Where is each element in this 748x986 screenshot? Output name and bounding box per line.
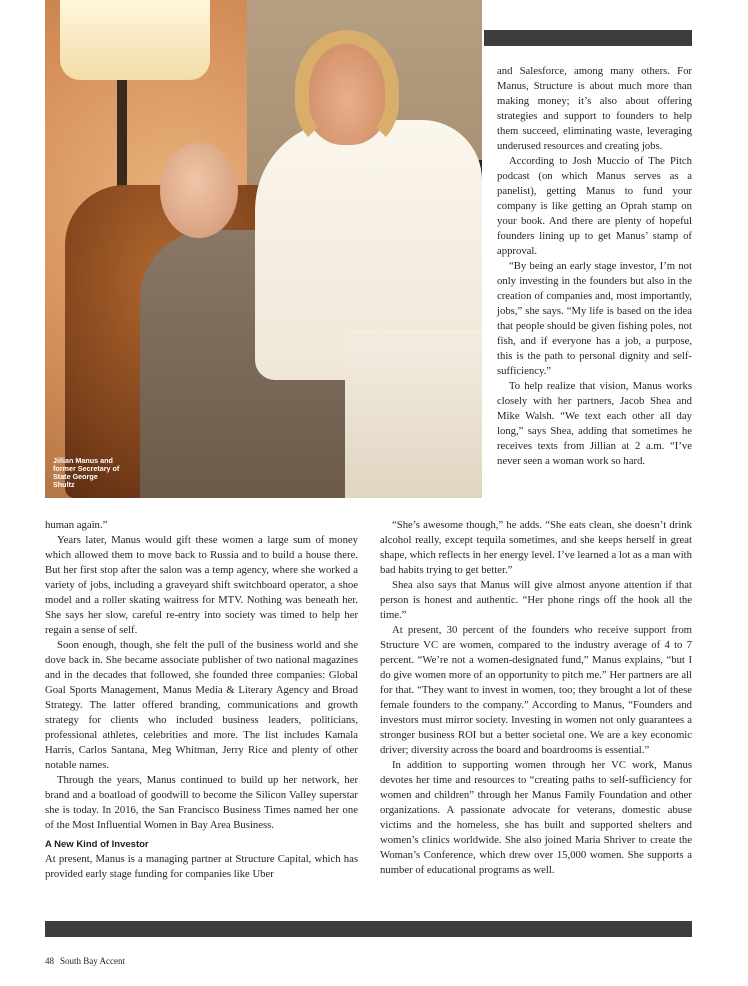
paragraph: and Salesforce, among many others. For Manus, Structure is about much more than making money; it’s also about offering strategies and support to founders to help them succeed, eliminating waste, leveraging underused resources and creating jobs.: [497, 65, 692, 152]
paragraph: “She’s awesome though,” he adds. “She eats clean, she doesn’t drink alcohol really, except tequila sometimes, and she keeps herself in great shape, which reflects in her energy level. I’ve learned a lot as a man with bad habits trying to get better.”: [380, 519, 692, 576]
lamp-shade: [60, 0, 210, 80]
paragraph: Through the years, Manus continued to build up her network, her brand and a boatload of goodwill to become the Silicon Valley superstar she is today. In 2016, the San Francisco Business Times named her one of the Most Influential Women in Bay Area Business.: [45, 774, 358, 831]
paragraph: Years later, Manus would gift these women a large sum of money which allowed them to move back to Russia and to build a house there. But her first stop after the salon was a temp agency, where she worked a variety of jobs, including a graveyard shift switchboard operator, a shoe model and a roller skating waitress for MTV. Nothing was beneath her. She says her slow, careful re-entry into society was timed to help her regain a sense of self.: [45, 534, 358, 636]
right-column: [380, 518, 692, 878]
paragraph: According to Josh Muccio of The Pitch podcast (on which Manus serves as a panelist), getting Manus to fund your company is like getting an Oprah stamp on your book. And there are plenty of hopeful founders lining up to get Manus’ stamp of approval.: [497, 155, 692, 257]
subhead: A New Kind of Investor: [45, 839, 149, 850]
man-head: [160, 143, 238, 238]
paragraph: Shea also says that Manus will give almost anyone attention if that person is honest and authentic. “Her phone rings off the hook all the time.”: [380, 579, 692, 621]
lamp-pole: [117, 80, 127, 195]
folio: [45, 956, 131, 966]
paragraph: At present, Manus is a managing partner at Structure Capital, which has provided early stage funding for companies like Uber: [45, 853, 358, 880]
woman-hair: [295, 30, 399, 150]
page-number: 48: [45, 956, 54, 966]
photo-caption: Jillian Manus and former Secretary of State George Shultz: [53, 456, 120, 489]
paragraph: Soon enough, though, she felt the pull of the business world and she dove back in. She became associate publisher of two national magazines and in the decades that followed, she founded three companies: Global Goal Sports Management, Manus Media & Literary Agency and Broad Strategy. The latter offered branding, communications and growth strategy for clients who included business leaders, politicians, professional athletes, celebrities and more. The list includes Kamala Harris, Carlos Santana, Meg Whitman, Jerry Rice and plenty of other notable names.: [45, 639, 358, 771]
feature-photo: [45, 0, 482, 498]
right-top-column: [497, 64, 692, 469]
bottom-rule: [45, 921, 692, 937]
left-column: [45, 518, 358, 882]
paragraph: “By being an early stage investor, I’m not only investing in the founders but also in the creation of companies and, most importantly, jobs,” she says. “My life is based on the idea that people should be given fishing poles, not fish, and if everyone has a job, a purpose, this is the path to personal dignity and self-sufficiency.”: [497, 260, 692, 377]
woman-dress: [345, 330, 482, 498]
paragraph: To help realize that vision, Manus works closely with her partners, Jacob Shea and Mike Walsh. “We text each other all day long,” says Shea, adding that sometimes he receives texts from Jillian at 2 a.m. “I’ve never seen a woman work so hard.: [497, 380, 692, 467]
publication-name: South Bay Accent: [60, 956, 125, 966]
paragraph-continued: human again.”: [45, 519, 108, 531]
paragraph: At present, 30 percent of the founders who receive support from Structure VC are women, compared to the industry average of 4 to 7 percent. “We’re not a women-designated fund,” Manus explains, “but I do give women more of an opportunity to pitch me.” Her partners are all for that. “They want to invest in women, too; they brought a lot of these female founders to the company.” According to Manus, “Founders and investors must mirror society. Investing in women not only guarantees a stronger business ROI but a better societal one. We are a key economic driver; diversity across the board and boardrooms is essential.”: [380, 624, 692, 756]
top-rule: [484, 30, 692, 46]
paragraph: In addition to supporting women through her VC work, Manus devotes her time and resources to “creating paths to self-sufficiency for women and children” through her Manus Family Foundation and other organizations. A passionate advocate for veterans, domestic abuse victims and the homeless, she has built and supported shelters and women’s clinics worldwide. She also joined Maria Shriver to create the Woman’s Conference, which drew over 15,000 women. She supports a number of educational programs as well.: [380, 759, 692, 876]
